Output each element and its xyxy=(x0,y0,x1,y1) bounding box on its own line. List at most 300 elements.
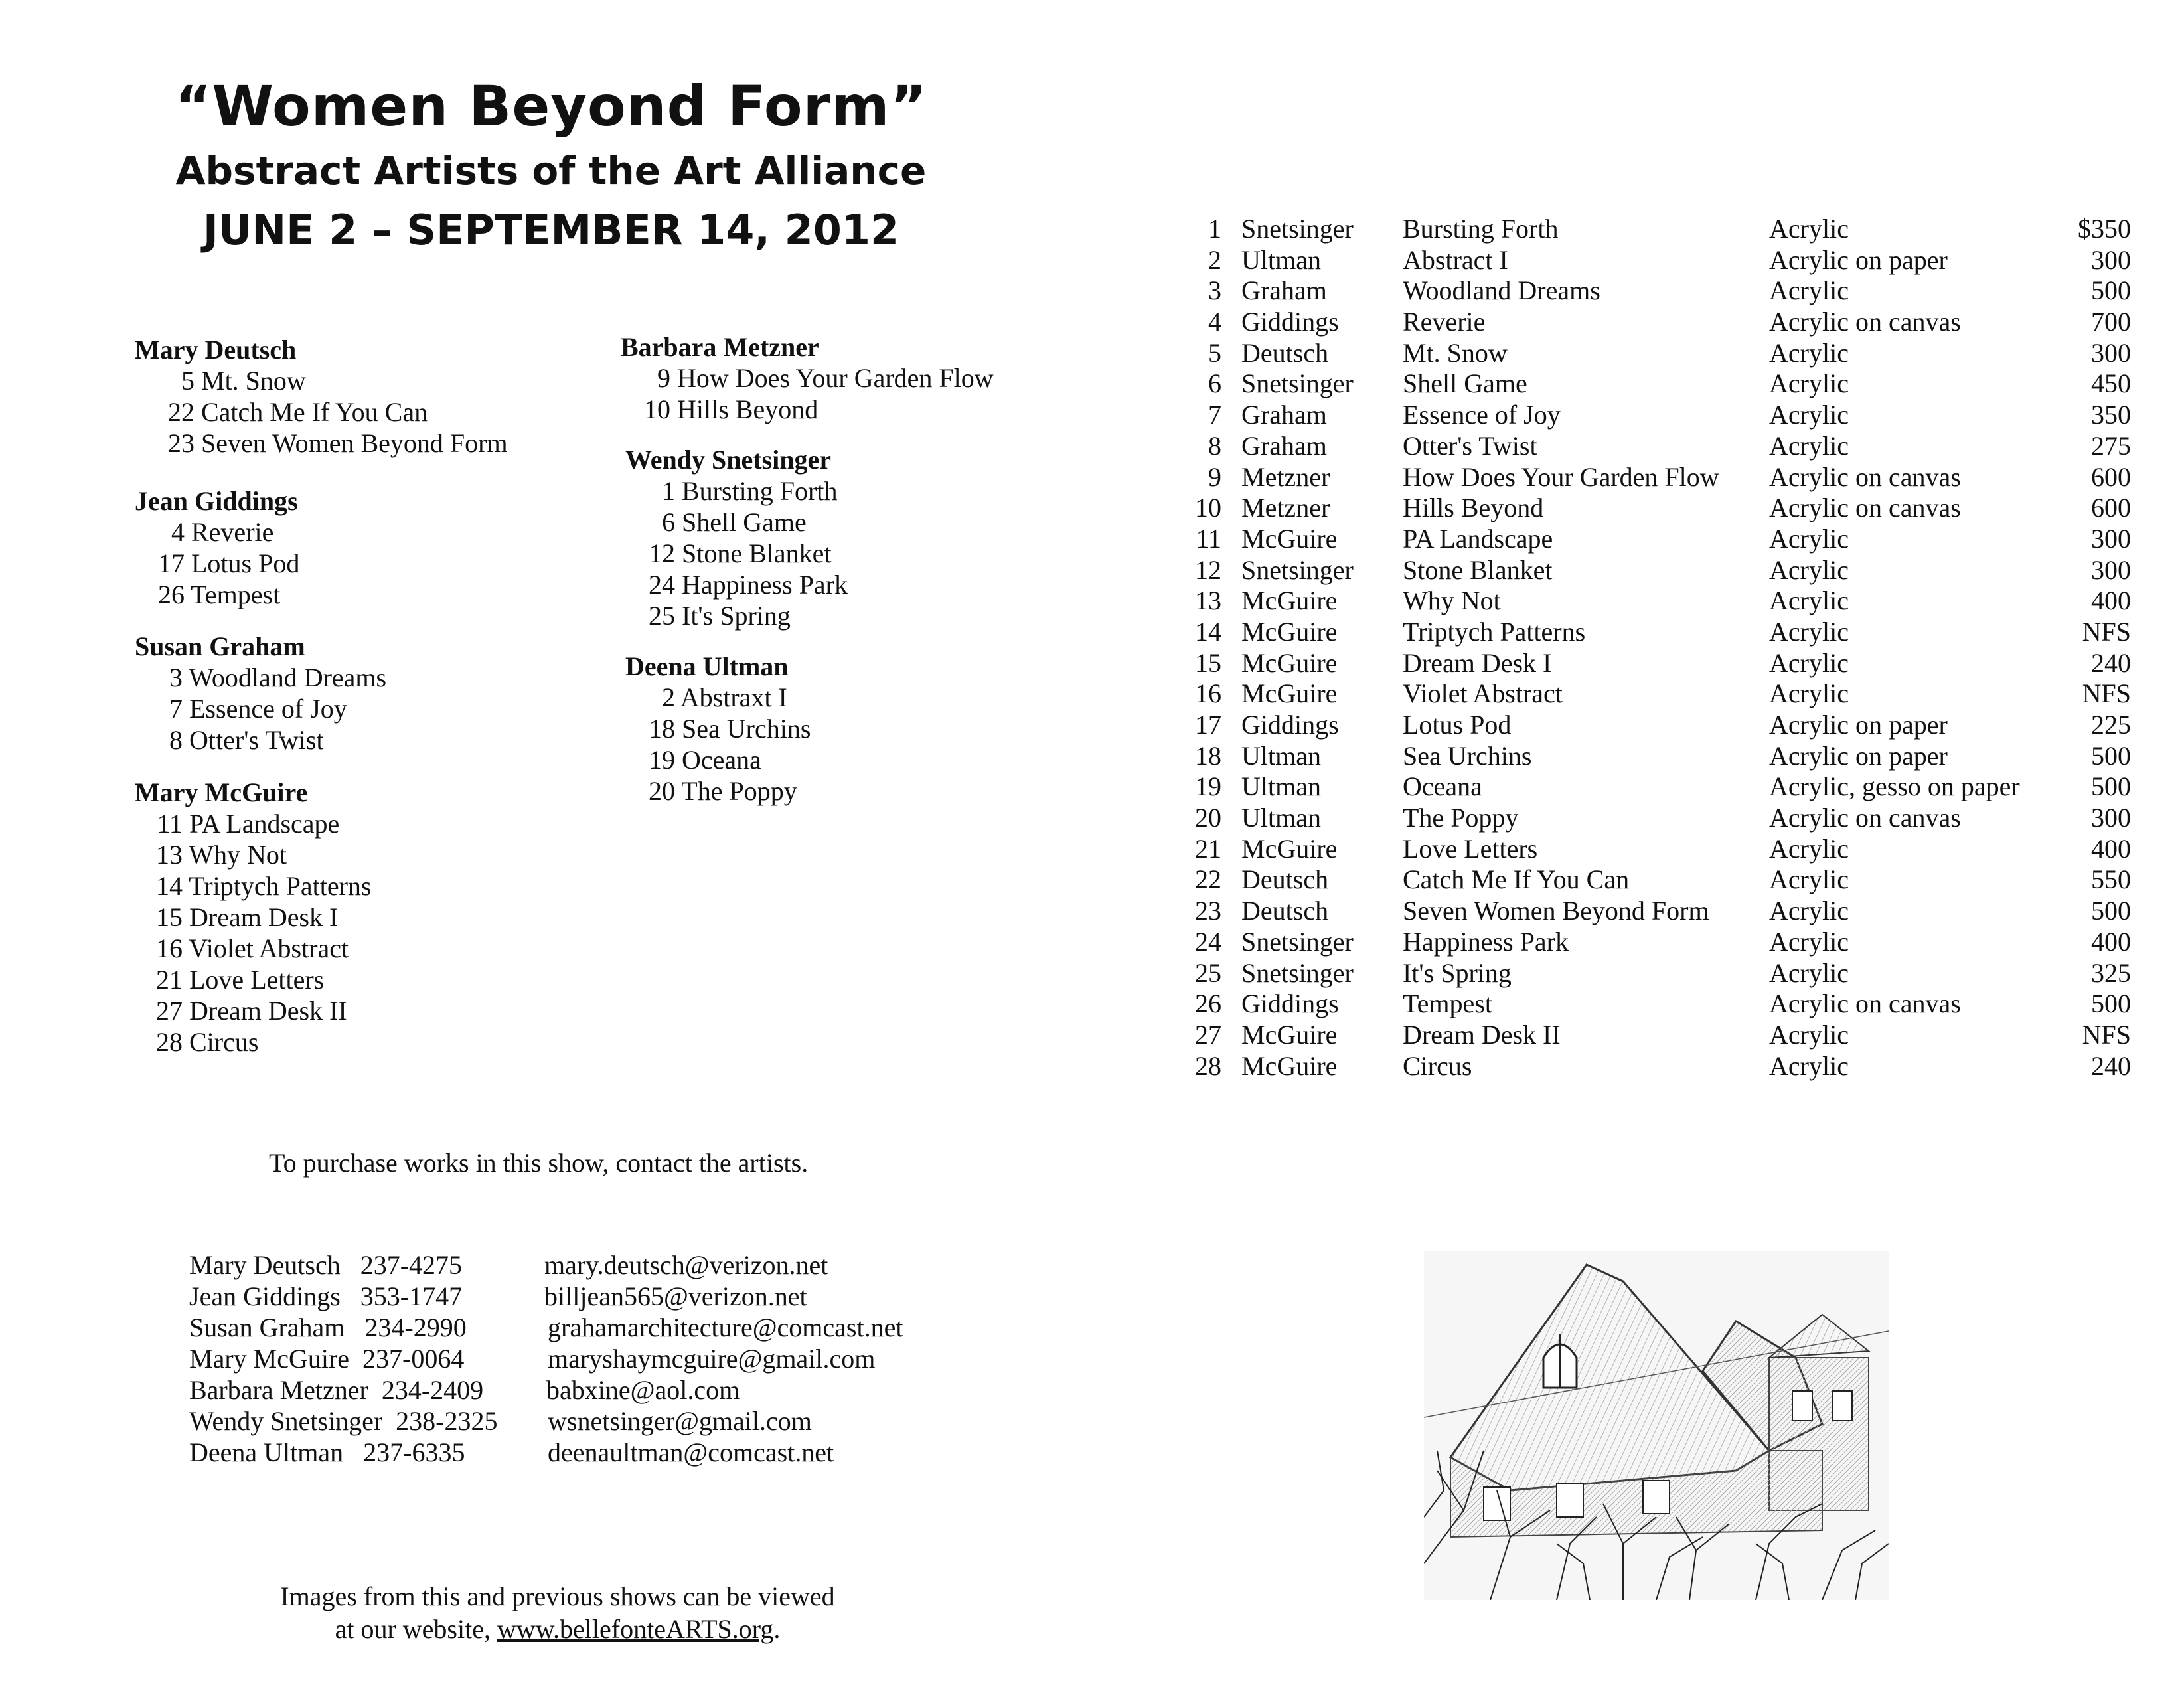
work-number: 18 xyxy=(649,714,675,744)
catalog-title: How Does Your Garden Flow xyxy=(1403,461,1719,492)
work-list-item xyxy=(625,475,848,507)
table-row xyxy=(1175,307,2131,338)
catalog-medium: Acrylic xyxy=(1769,616,1849,647)
artist-name: Deena Ultman xyxy=(625,651,789,681)
work-list-item xyxy=(135,1026,371,1058)
work-number: 12 xyxy=(649,538,675,568)
house-sketch-icon xyxy=(1424,1251,1889,1600)
work-list-item xyxy=(621,362,994,394)
contact-email[interactable]: billjean565@verizon.net xyxy=(544,1281,807,1311)
catalog-title: Sea Urchins xyxy=(1403,740,1532,771)
catalog-artist: Snetsinger xyxy=(1241,214,1354,244)
table-row xyxy=(1175,368,2131,400)
work-number: 1 xyxy=(662,476,675,506)
work-number: 2 xyxy=(662,682,675,712)
work-number: 10 xyxy=(644,394,670,424)
catalog-artist: Giddings xyxy=(1241,989,1339,1019)
catalog-artist: McGuire xyxy=(1241,586,1338,616)
catalog-number: 19 xyxy=(1195,771,1221,802)
work-number: 20 xyxy=(649,776,675,806)
catalog-number: 12 xyxy=(1195,554,1221,585)
work-title: Shell Game xyxy=(682,507,807,537)
work-number: 19 xyxy=(649,745,675,775)
catalog-artist: Graham xyxy=(1241,400,1327,430)
catalog-artist: McGuire xyxy=(1241,616,1338,647)
footer-prefix: at our website, xyxy=(335,1614,497,1644)
catalog-medium: Acrylic xyxy=(1769,864,1849,895)
work-title: Love Letters xyxy=(189,965,325,995)
catalog-number: 6 xyxy=(1208,368,1221,399)
catalog-title: Triptych Patterns xyxy=(1403,616,1586,647)
work-title: Seven Women Beyond Form xyxy=(201,428,508,458)
catalog-table xyxy=(1175,214,2131,1082)
catalog-title: Why Not xyxy=(1403,586,1501,616)
catalog-price: 500 xyxy=(2091,989,2131,1019)
contact-email[interactable]: babxine@aol.com xyxy=(546,1375,740,1405)
catalog-artist: Snetsinger xyxy=(1241,957,1354,988)
catalog-artist: Snetsinger xyxy=(1241,368,1354,399)
artist-block xyxy=(135,485,299,610)
footer-line-1: Images from this and previous shows can be viewed xyxy=(280,1581,835,1611)
work-title: How Does Your Garden Flow xyxy=(677,363,994,393)
catalog-number: 22 xyxy=(1195,864,1221,895)
catalog-title: Lotus Pod xyxy=(1403,710,1512,740)
catalog-medium: Acrylic on paper xyxy=(1769,244,1948,275)
table-row xyxy=(1175,338,2131,369)
work-list-item xyxy=(135,548,299,579)
table-row xyxy=(1175,771,2131,803)
catalog-price: 500 xyxy=(2091,276,2131,306)
table-row xyxy=(1175,555,2131,586)
catalog-artist: Ultman xyxy=(1241,740,1321,771)
catalog-price: 275 xyxy=(2091,430,2131,461)
page-title: “Women Beyond Form” xyxy=(175,74,927,139)
catalog-number: 3 xyxy=(1208,276,1221,306)
catalog-artist: McGuire xyxy=(1241,679,1338,709)
catalog-price: 350 xyxy=(2091,400,2131,430)
catalog-medium: Acrylic xyxy=(1769,554,1849,585)
catalog-price: 500 xyxy=(2091,771,2131,802)
catalog-number: 11 xyxy=(1196,523,1221,554)
work-list-item xyxy=(135,579,299,610)
artist-block xyxy=(135,777,371,1058)
catalog-artist: Ultman xyxy=(1241,771,1321,802)
catalog-title: Dream Desk I xyxy=(1403,647,1552,678)
work-number: 23 xyxy=(168,428,195,458)
artist-name: Mary Deutsch xyxy=(135,335,297,364)
catalog-medium: Acrylic xyxy=(1769,1019,1849,1050)
catalog-title: Love Letters xyxy=(1403,833,1538,864)
table-row xyxy=(1175,524,2131,555)
page-subtitle: Abstract Artists of the Art Alliance xyxy=(175,147,927,193)
catalog-artist: Snetsinger xyxy=(1241,926,1354,957)
work-list-item xyxy=(135,870,371,902)
work-number: 5 xyxy=(181,366,195,396)
work-title: Violet Abstract xyxy=(189,933,349,963)
catalog-number: 14 xyxy=(1195,616,1221,647)
artist-block xyxy=(625,444,848,631)
catalog-medium: Acrylic xyxy=(1769,214,1849,244)
work-title: Abstraxt I xyxy=(680,682,787,712)
catalog-title: Hills Beyond xyxy=(1403,493,1544,523)
work-number: 13 xyxy=(156,840,183,870)
catalog-price: 225 xyxy=(2091,710,2131,740)
table-row xyxy=(1175,400,2131,431)
artist-name: Barbara Metzner xyxy=(621,332,819,362)
work-list-item xyxy=(135,933,371,964)
work-title: Circus xyxy=(189,1027,259,1057)
website-link[interactable]: www.bellefonteARTS.org xyxy=(497,1614,774,1644)
catalog-artist: McGuire xyxy=(1241,1050,1338,1081)
work-list-item xyxy=(135,995,371,1026)
catalog-title: Stone Blanket xyxy=(1403,554,1553,585)
contact-row xyxy=(189,1437,986,1468)
work-number: 7 xyxy=(169,694,183,724)
table-row xyxy=(1175,989,2131,1020)
catalog-medium: Acrylic xyxy=(1769,430,1849,461)
contact-name-phone: Mary McGuire 237-0064 xyxy=(189,1344,465,1374)
contact-name-phone: Wendy Snetsinger 238-2325 xyxy=(189,1406,498,1436)
catalog-number: 26 xyxy=(1195,989,1221,1019)
work-list-item xyxy=(135,839,371,870)
catalog-artist: Deutsch xyxy=(1241,337,1329,368)
table-row xyxy=(1175,958,2131,989)
catalog-price: NFS xyxy=(2082,1019,2131,1050)
artist-block xyxy=(625,651,811,807)
contact-row xyxy=(189,1343,986,1374)
work-title: Triptych Patterns xyxy=(189,871,372,901)
catalog-price: 600 xyxy=(2091,493,2131,523)
purchase-note: To purchase works in this show, contact the artists. xyxy=(269,1148,809,1178)
work-list-item xyxy=(135,517,299,548)
catalog-price: 300 xyxy=(2091,523,2131,554)
table-row xyxy=(1175,431,2131,462)
work-title: Otter's Twist xyxy=(189,725,324,755)
contact-email[interactable]: deenaultman@comcast.net xyxy=(548,1437,834,1467)
catalog-number: 20 xyxy=(1195,803,1221,833)
work-title: Bursting Forth xyxy=(682,476,838,506)
catalog-medium: Acrylic xyxy=(1769,957,1849,988)
table-row xyxy=(1175,1020,2131,1051)
catalog-medium: Acrylic xyxy=(1769,679,1849,709)
catalog-title: Oceana xyxy=(1403,771,1482,802)
catalog-medium: Acrylic on paper xyxy=(1769,710,1948,740)
work-list-item xyxy=(625,507,848,538)
catalog-title: It's Spring xyxy=(1403,957,1512,988)
catalog-number: 1 xyxy=(1208,214,1221,244)
contact-row xyxy=(189,1312,986,1343)
catalog-medium: Acrylic, gesso on paper xyxy=(1769,771,2020,802)
catalog-price: 240 xyxy=(2091,1050,2131,1081)
catalog-price: 400 xyxy=(2091,586,2131,616)
work-title: Dream Desk II xyxy=(189,996,347,1026)
work-title: Dream Desk I xyxy=(189,902,339,932)
footer-line-2 xyxy=(199,1613,916,1645)
catalog-price: 400 xyxy=(2091,833,2131,864)
catalog-medium: Acrylic on canvas xyxy=(1769,989,1961,1019)
catalog-artist: Giddings xyxy=(1241,307,1339,337)
contact-row xyxy=(189,1249,986,1281)
work-number: 24 xyxy=(649,570,675,600)
contact-row xyxy=(189,1281,986,1312)
catalog-medium: Acrylic xyxy=(1769,368,1849,399)
work-number: 8 xyxy=(169,725,183,755)
catalog-artist: McGuire xyxy=(1241,1019,1338,1050)
work-number: 14 xyxy=(156,871,183,901)
work-title: The Poppy xyxy=(681,776,797,806)
catalog-medium: Acrylic xyxy=(1769,276,1849,306)
table-row xyxy=(1175,617,2131,648)
catalog-price: 550 xyxy=(2091,864,2131,895)
catalog-title: Happiness Park xyxy=(1403,926,1569,957)
catalog-number: 5 xyxy=(1208,337,1221,368)
catalog-number: 28 xyxy=(1195,1050,1221,1081)
contact-name-phone: Mary Deutsch 237-4275 xyxy=(189,1250,463,1280)
contact-name-phone: Susan Graham 234-2990 xyxy=(189,1313,467,1342)
contact-row xyxy=(189,1374,986,1405)
work-title: Tempest xyxy=(191,580,281,609)
catalog-medium: Acrylic xyxy=(1769,400,1849,430)
table-row xyxy=(1175,586,2131,617)
work-title: Why Not xyxy=(189,840,287,870)
catalog-number: 24 xyxy=(1195,926,1221,957)
catalog-medium: Acrylic on canvas xyxy=(1769,803,1961,833)
catalog-title: Seven Women Beyond Form xyxy=(1403,896,1709,926)
catalog-artist: Metzner xyxy=(1241,493,1330,523)
work-title: Hills Beyond xyxy=(677,394,819,424)
footer-suffix: . xyxy=(773,1614,781,1644)
contact-email[interactable]: grahamarchitecture@comcast.net xyxy=(548,1313,903,1342)
catalog-price: 300 xyxy=(2091,244,2131,275)
catalog-title: Otter's Twist xyxy=(1403,430,1537,461)
work-number: 9 xyxy=(657,363,670,393)
contact-list xyxy=(189,1249,986,1468)
artist-name: Mary McGuire xyxy=(135,777,308,807)
catalog-artist: Deutsch xyxy=(1241,864,1329,895)
catalog-number: 7 xyxy=(1208,400,1221,430)
work-number: 28 xyxy=(156,1027,183,1057)
work-list-item xyxy=(621,394,994,425)
catalog-medium: Acrylic on canvas xyxy=(1769,461,1961,492)
catalog-medium: Acrylic xyxy=(1769,523,1849,554)
table-row xyxy=(1175,648,2131,679)
work-number: 16 xyxy=(156,933,183,963)
work-list-item xyxy=(625,775,811,807)
catalog-price: $350 xyxy=(2078,214,2131,244)
catalog-medium: Acrylic xyxy=(1769,337,1849,368)
contact-name-phone: Barbara Metzner 234-2409 xyxy=(189,1375,484,1405)
catalog-title: Tempest xyxy=(1403,989,1492,1019)
footer-note xyxy=(199,1580,916,1645)
catalog-number: 17 xyxy=(1195,710,1221,740)
catalog-medium: Acrylic xyxy=(1769,926,1849,957)
work-title: Oceana xyxy=(682,745,761,775)
catalog-medium: Acrylic on canvas xyxy=(1769,493,1961,523)
work-list-item xyxy=(135,902,371,933)
catalog-price: 240 xyxy=(2091,647,2131,678)
work-list-item xyxy=(625,600,848,631)
artist-block xyxy=(135,631,386,756)
catalog-title: Dream Desk II xyxy=(1403,1019,1561,1050)
artist-name: Jean Giddings xyxy=(135,486,298,516)
catalog-title: Circus xyxy=(1403,1050,1472,1081)
work-number: 6 xyxy=(662,507,675,537)
catalog-artist: Metzner xyxy=(1241,461,1330,492)
catalog-title: PA Landscape xyxy=(1403,523,1553,554)
work-list-item xyxy=(135,693,386,724)
catalog-price: NFS xyxy=(2082,679,2131,709)
catalog-title: Mt. Snow xyxy=(1403,337,1508,368)
work-title: Reverie xyxy=(191,517,274,547)
catalog-title: Reverie xyxy=(1403,307,1486,337)
catalog-medium: Acrylic xyxy=(1769,896,1849,926)
work-list-item xyxy=(625,569,848,600)
catalog-artist: Graham xyxy=(1241,430,1327,461)
artist-block xyxy=(135,334,508,459)
catalog-number: 27 xyxy=(1195,1019,1221,1050)
work-title: Happiness Park xyxy=(682,570,848,600)
work-list-item xyxy=(625,682,811,713)
catalog-medium: Acrylic on paper xyxy=(1769,740,1948,771)
contact-row xyxy=(189,1405,986,1437)
catalog-artist: McGuire xyxy=(1241,523,1338,554)
table-row xyxy=(1175,834,2131,865)
header xyxy=(119,73,982,256)
work-number: 26 xyxy=(158,580,185,609)
catalog-title: Catch Me If You Can xyxy=(1403,864,1630,895)
catalog-price: 500 xyxy=(2091,740,2131,771)
work-list-item xyxy=(135,365,508,396)
catalog-artist: Snetsinger xyxy=(1241,554,1354,585)
table-row xyxy=(1175,803,2131,834)
catalog-number: 13 xyxy=(1195,586,1221,616)
work-number: 22 xyxy=(168,397,195,427)
contact-email[interactable]: maryshaymcguire@gmail.com xyxy=(548,1344,876,1374)
table-row xyxy=(1175,245,2131,276)
work-title: PA Landscape xyxy=(189,809,340,839)
catalog-number: 10 xyxy=(1195,493,1221,523)
catalog-price: NFS xyxy=(2082,616,2131,647)
work-title: Woodland Dreams xyxy=(189,663,387,692)
table-row xyxy=(1175,710,2131,741)
contact-name-phone: Deena Ultman 237-6335 xyxy=(189,1437,465,1467)
catalog-price: 500 xyxy=(2091,896,2131,926)
catalog-title: Essence of Joy xyxy=(1403,400,1561,430)
catalog-artist: Graham xyxy=(1241,276,1327,306)
table-row xyxy=(1175,741,2131,772)
work-number: 21 xyxy=(156,965,183,995)
work-number: 27 xyxy=(156,996,183,1026)
work-list-item xyxy=(625,538,848,569)
catalog-number: 21 xyxy=(1195,833,1221,864)
contact-email[interactable]: wsnetsinger@gmail.com xyxy=(548,1406,812,1436)
work-list-item xyxy=(625,713,811,744)
catalog-medium: Acrylic xyxy=(1769,647,1849,678)
work-number: 4 xyxy=(171,517,185,547)
catalog-number: 25 xyxy=(1195,957,1221,988)
catalog-price: 600 xyxy=(2091,461,2131,492)
catalog-price: 325 xyxy=(2091,957,2131,988)
work-number: 17 xyxy=(158,548,185,578)
catalog-number: 2 xyxy=(1208,244,1221,275)
catalog-number: 18 xyxy=(1195,740,1221,771)
catalog-title: Violet Abstract xyxy=(1403,679,1563,709)
catalog-number: 16 xyxy=(1195,679,1221,709)
catalog-artist: McGuire xyxy=(1241,833,1338,864)
work-list-item xyxy=(135,964,371,995)
table-row xyxy=(1175,493,2131,524)
catalog-title: The Poppy xyxy=(1403,803,1519,833)
work-list-item xyxy=(135,428,508,459)
catalog-number: 15 xyxy=(1195,647,1221,678)
catalog-artist: Ultman xyxy=(1241,803,1321,833)
contact-name-phone: Jean Giddings 353-1747 xyxy=(189,1281,463,1311)
contact-email[interactable]: mary.deutsch@verizon.net xyxy=(544,1250,828,1280)
catalog-price: 300 xyxy=(2091,803,2131,833)
table-row xyxy=(1175,679,2131,710)
catalog-number: 8 xyxy=(1208,430,1221,461)
catalog-artist: Ultman xyxy=(1241,244,1321,275)
work-number: 25 xyxy=(649,601,675,631)
work-title: Stone Blanket xyxy=(682,538,832,568)
work-list-item xyxy=(135,808,371,839)
catalog-medium: Acrylic on canvas xyxy=(1769,307,1961,337)
artist-block xyxy=(621,331,994,425)
catalog-artist: Giddings xyxy=(1241,710,1339,740)
catalog-title: Shell Game xyxy=(1403,368,1527,399)
work-list-item xyxy=(135,396,508,428)
work-number: 11 xyxy=(157,809,183,839)
work-number: 15 xyxy=(156,902,183,932)
work-list-item xyxy=(135,724,386,756)
work-title: Catch Me If You Can xyxy=(201,397,428,427)
table-row xyxy=(1175,214,2131,245)
catalog-artist: McGuire xyxy=(1241,647,1338,678)
catalog-price: 300 xyxy=(2091,554,2131,585)
catalog-price: 450 xyxy=(2091,368,2131,399)
catalog-medium: Acrylic xyxy=(1769,586,1849,616)
artist-name: Susan Graham xyxy=(135,631,305,661)
catalog-number: 23 xyxy=(1195,896,1221,926)
catalog-title: Abstract I xyxy=(1403,244,1508,275)
catalog-price: 400 xyxy=(2091,926,2131,957)
catalog-title: Woodland Dreams xyxy=(1403,276,1600,306)
catalog-price: 300 xyxy=(2091,337,2131,368)
catalog-artist: Deutsch xyxy=(1241,896,1329,926)
table-row xyxy=(1175,1051,2131,1082)
catalog-price: 700 xyxy=(2091,307,2131,337)
exhibition-dates: JUNE 2 – SEPTEMBER 14, 2012 xyxy=(202,206,899,255)
catalog-medium: Acrylic xyxy=(1769,1050,1849,1081)
work-title: Sea Urchins xyxy=(682,714,811,744)
artist-name: Wendy Snetsinger xyxy=(625,445,832,475)
table-row xyxy=(1175,276,2131,307)
work-title: Mt. Snow xyxy=(201,366,306,396)
catalog-number: 9 xyxy=(1208,461,1221,492)
work-list-item xyxy=(135,662,386,693)
table-row xyxy=(1175,896,2131,927)
work-title: Essence of Joy xyxy=(189,694,347,724)
table-row xyxy=(1175,462,2131,493)
work-title: It's Spring xyxy=(682,601,791,631)
catalog-number: 4 xyxy=(1208,307,1221,337)
table-row xyxy=(1175,927,2131,958)
catalog-title: Bursting Forth xyxy=(1403,214,1559,244)
table-row xyxy=(1175,864,2131,896)
work-list-item xyxy=(625,744,811,775)
catalog-medium: Acrylic xyxy=(1769,833,1849,864)
work-number: 3 xyxy=(169,663,183,692)
